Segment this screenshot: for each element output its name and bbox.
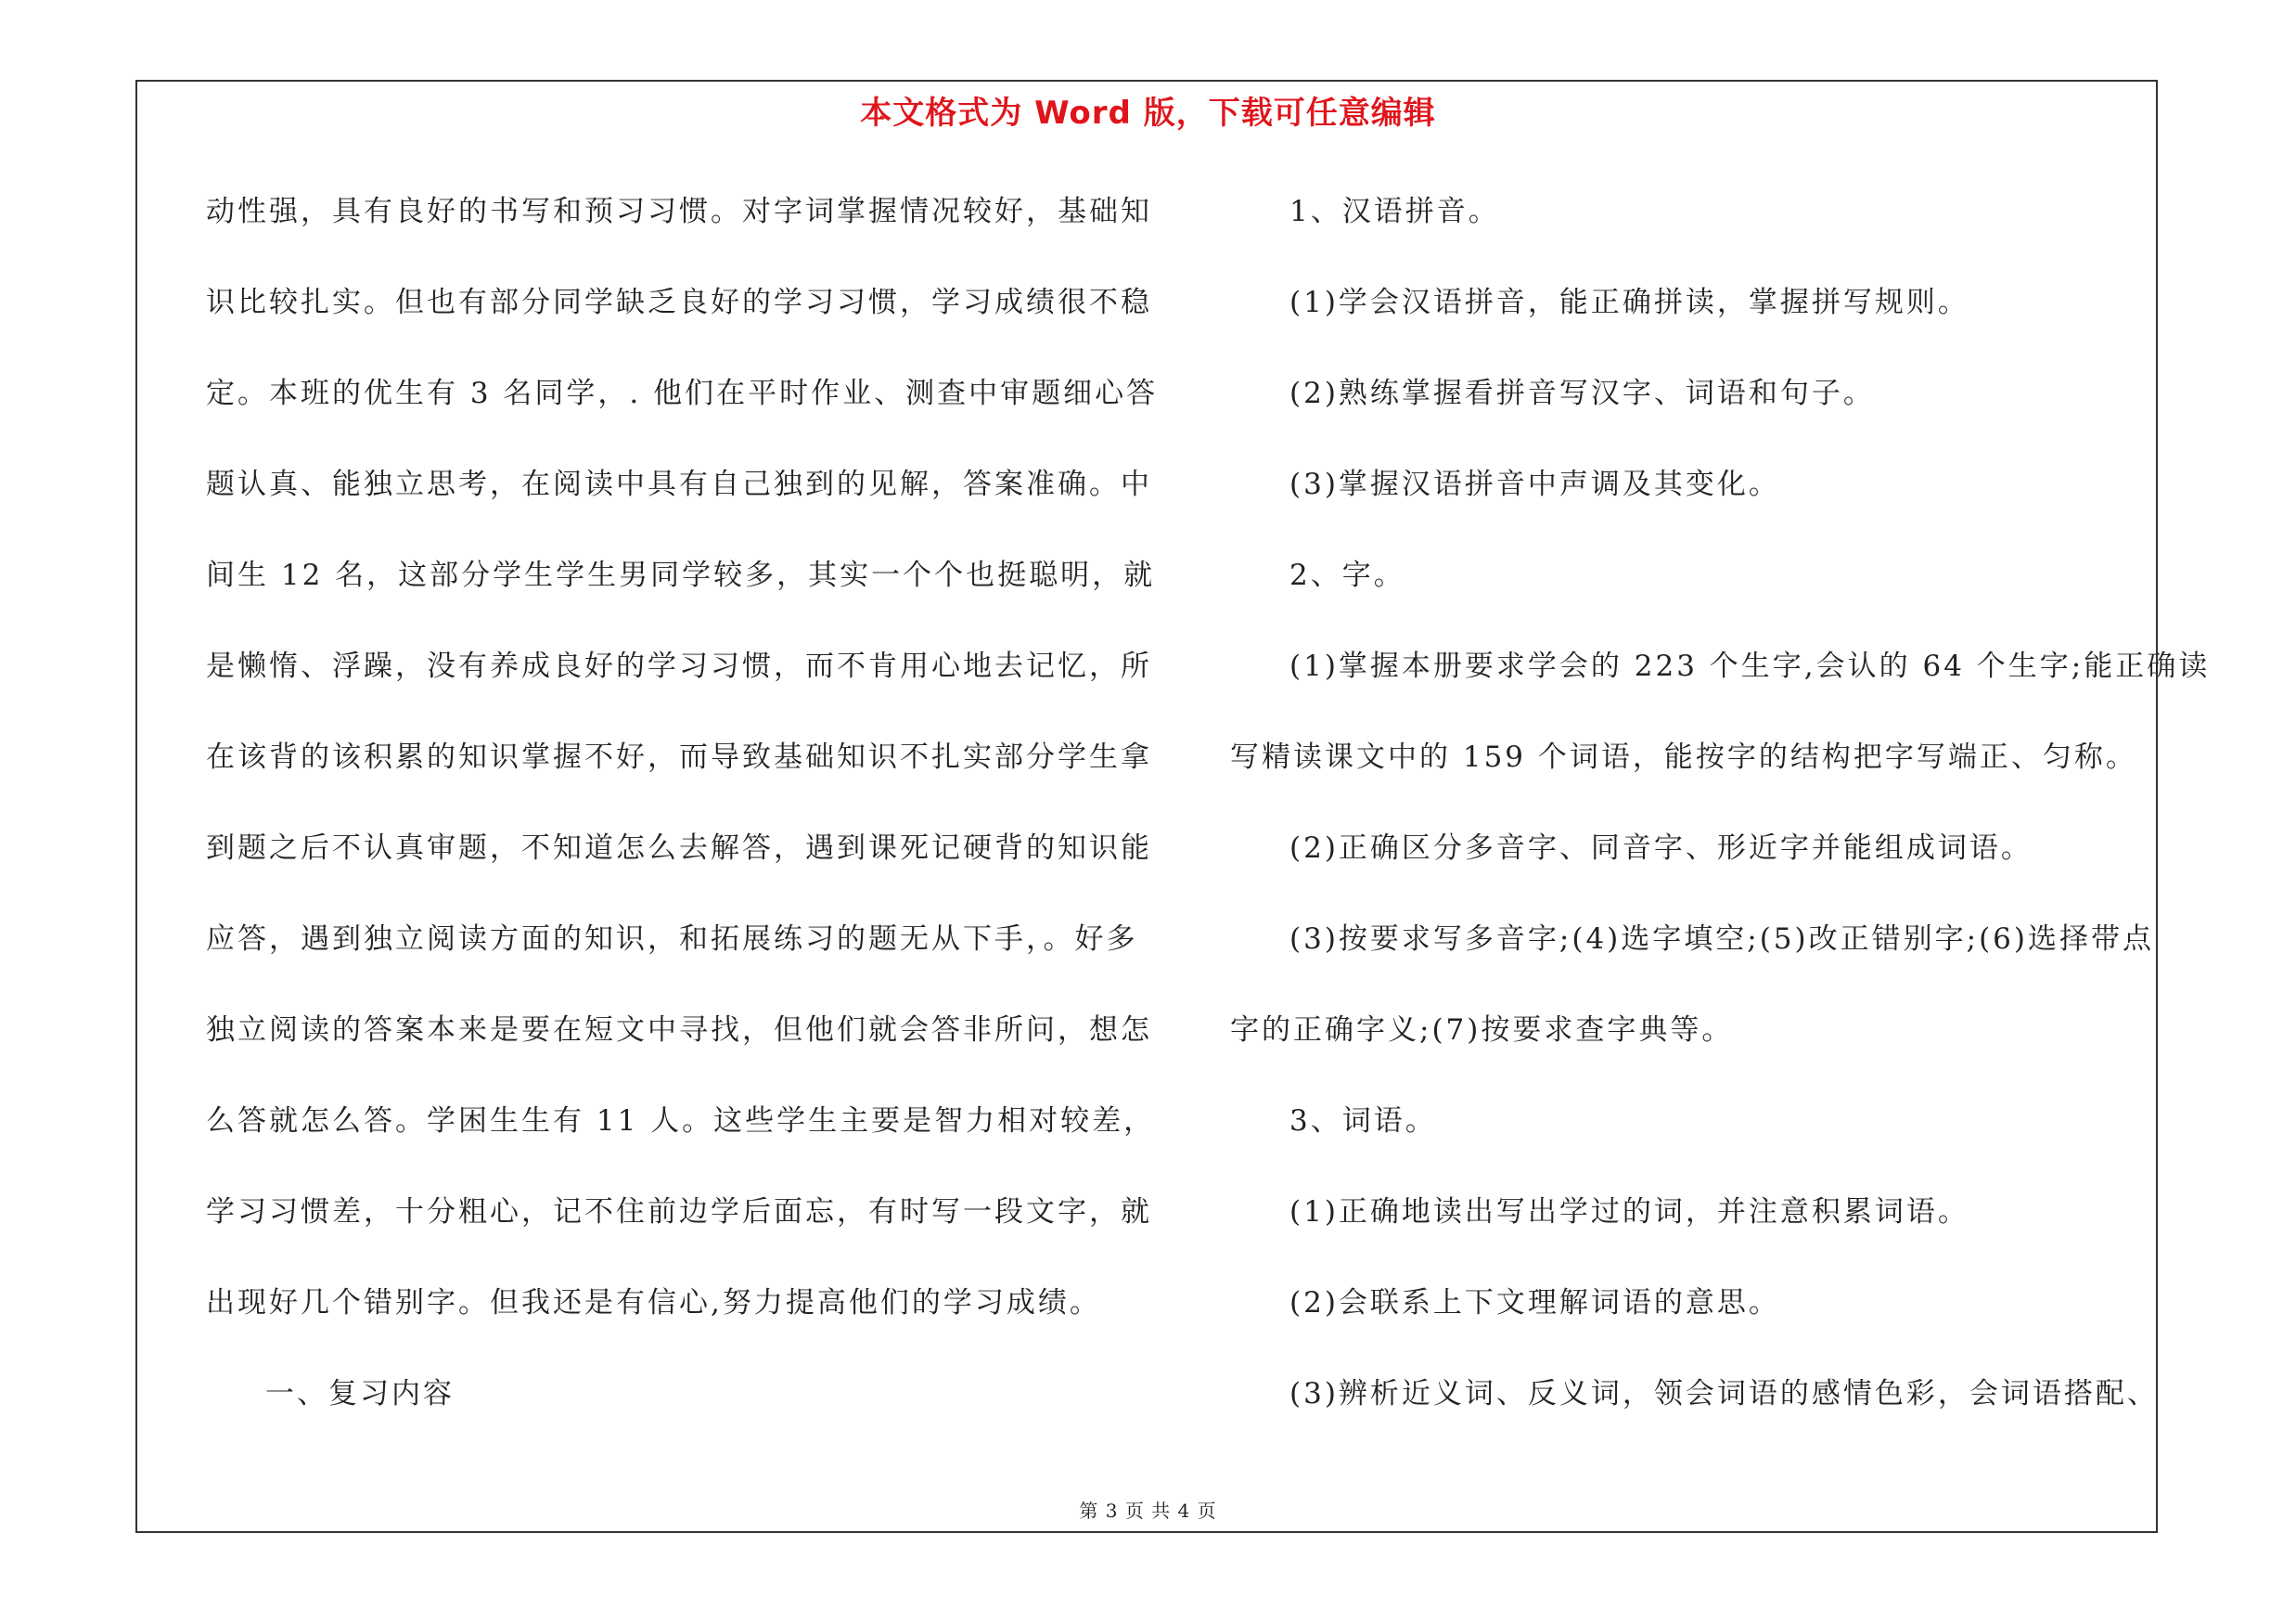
format-banner: 本文格式为 Word 版，下载可任意编辑 [860,95,1436,132]
text-line: (3)掌握汉语拼音中声调及其变化。 [1289,468,1780,501]
text-line: 识比较扎实。但也有部分同学缺乏良好的学习习惯，学习成绩很不稳 [206,286,1152,319]
text-line: 动性强，具有良好的书写和预习习惯。对字词掌握情况较好，基础知 [206,195,1152,228]
text-line: 应答，遇到独立阅读方面的知识，和拓展练习的题无从下手，。好多 [206,922,1138,956]
page-indicator: 第 3 页 共 4 页 [1079,1500,1217,1522]
section-heading: 3、词语。 [1289,1104,1437,1138]
section-heading: 一、复习内容 [265,1377,455,1410]
text-line: (2)会联系上下文理解词语的意思。 [1289,1286,1780,1320]
left-text-column [206,184,1159,1457]
text-line: (2)正确区分多音字、同音字、形近字并能组成词语。 [1289,831,2033,865]
text-line: 独立阅读的答案本来是要在短文中寻找，但他们就会答非所问，想怎 [206,1013,1152,1047]
text-line: 题认真、能独立思考，在阅读中具有自己独到的见解，答案准确。中 [206,468,1152,501]
right-text-column [1230,184,2211,1457]
text-line: (1)学会汉语拼音，能正确拼读，掌握拼写规则。 [1289,286,1969,319]
text-line: 学习习惯差，十分粗心，记不住前边学后面忘，有时写一段文字，就 [206,1195,1152,1229]
text-line: (2)熟练掌握看拼音写汉字、词语和句子。 [1289,377,1875,410]
text-line: 么答就怎么答。学困生生有 11 人。这些学生主要是智力相对较差， [206,1104,1156,1138]
text-line: 间生 12 名，这部分学生学生男同学较多，其实一个个也挺聪明，就 [206,559,1156,592]
text-line: (1)正确地读出写出学过的词，并注意积累词语。 [1289,1195,1969,1229]
text-line: 字的正确字义;(7)按要求查字典等。 [1230,1013,1734,1047]
section-heading: 2、字。 [1289,559,1405,592]
text-line: (1)掌握本册要求学会的 223 个生字,会认的 64 个生字;能正确读 [1289,650,2211,683]
text-line: 定。本班的优生有 3 名同学，. 他们在平时作业、测查中审题细心答 [206,377,1159,410]
text-line: 是懒惰、浮躁，没有养成良好的学习习惯，而不肯用心地去记忆，所 [206,650,1152,683]
text-line: 在该背的该积累的知识掌握不好，而导致基础知识不扎实部分学生拿 [206,741,1152,774]
text-line: (3)按要求写多音字;(4)选字填空;(5)改正错别字;(6)选择带点 [1289,922,2154,956]
text-line: 到题之后不认真审题，不知道怎么去解答，遇到课死记硬背的知识能 [206,831,1152,865]
text-line: 出现好几个错别字。但我还是有信心,努力提高他们的学习成绩。 [206,1286,1101,1320]
text-line: (3)辨析近义词、反义词，领会词语的感情色彩，会词语搭配、 [1289,1377,2159,1410]
section-heading: 1、汉语拼音。 [1289,195,1500,228]
text-line: 写精读课文中的 159 个词语，能按字的结构把字写端正、匀称。 [1230,741,2137,774]
